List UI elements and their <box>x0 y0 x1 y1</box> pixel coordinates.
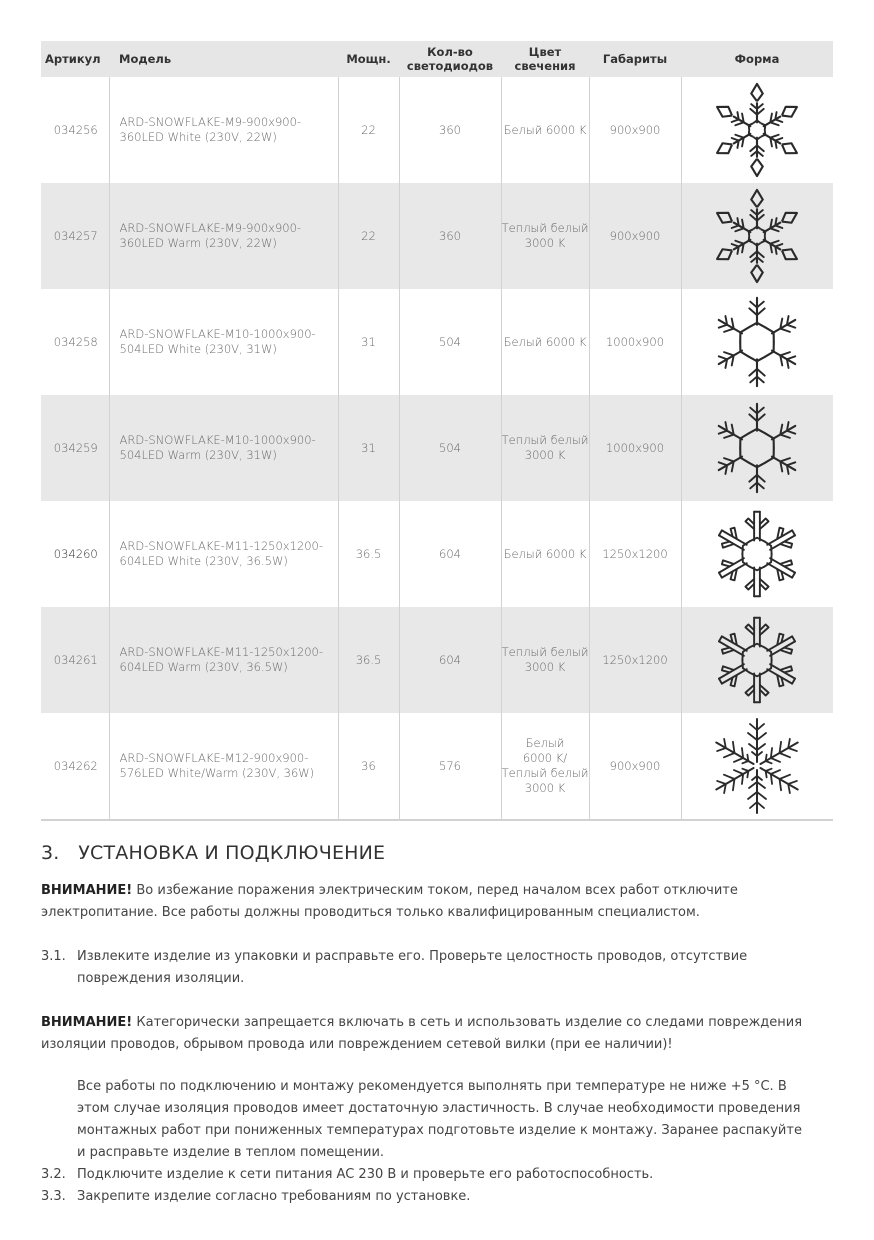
cell-size: 900x900 <box>589 713 681 820</box>
table-row <box>41 713 833 820</box>
table-header-row <box>41 41 833 77</box>
step-3-2-text: Подключите изделие к сети питания AC 230 В и проверьте его работоспособность. <box>77 1167 654 1182</box>
snowflake-m9-icon <box>709 82 805 178</box>
snowflake-m9-icon <box>709 188 805 284</box>
cell-article: 034259 <box>41 395 109 501</box>
cell-color: Теплый белый 3000 K <box>501 395 589 501</box>
step-3-1-text: Извлеките изделие из упаковки и расправьте его. Проверьте целостность проводов, отсутствие повреждения изоляции. <box>77 949 748 986</box>
cell-article: 034260 <box>53 546 98 561</box>
cell-power: 31 <box>338 395 399 501</box>
table-row <box>41 77 833 183</box>
cell-shape <box>681 713 833 820</box>
header-led-count: Кол-во светодиодов <box>399 41 501 77</box>
cell-article: 034262 <box>41 713 109 820</box>
cell-color: Белый 6000 K <box>501 77 589 183</box>
cell-article: 034256 <box>53 122 98 137</box>
cell-shape <box>681 607 833 713</box>
cell-shape <box>681 77 833 183</box>
snowflake-m12-icon <box>707 716 807 816</box>
header-article: Артикул <box>41 41 109 77</box>
cell-power: 31 <box>338 289 399 395</box>
step-3-3-text: Закрепите изделие согласно требованиям по установке. <box>77 1189 471 1204</box>
cell-size: 900x900 <box>589 183 681 289</box>
cell-model: ARD-SNOWFLAKE-M9-900x900- 360LED White (230V, 22W) <box>109 77 338 183</box>
cell-color: Теплый белый 3000 K <box>501 183 589 289</box>
cell-article: 034261 <box>41 607 109 713</box>
snowflake-m11-icon <box>709 612 805 708</box>
cell-power: 22 <box>338 183 399 289</box>
temperature-note: Все работы по подключению и монтажу рекомендуется выполнять при температуре не ниже +5 °С. В этом случае изоляция проводов имеет достаточную эластичность. В случае необходимости проведения монтажных работ при пониженных температурах подготовьте изделие к монтажу. Заранее распакуйте и расправьте изделие в теплом помещении. <box>77 1079 802 1160</box>
step-number: 3.1. <box>41 949 66 964</box>
cell-article: 034257 <box>41 183 109 289</box>
warning-paragraph-2: ВНИМАНИЕ! Категорически запрещается включать в сеть и использовать изделие со следами повреждения изоляции проводов, обрывом провода или повреждением сетевой вилки (при ее наличии)! <box>41 1015 803 1052</box>
cell-model: ARD-SNOWFLAKE-M9-900x900- 360LED Warm (230V, 22W) <box>109 183 338 289</box>
table-row <box>41 607 833 713</box>
cell-color: Теплый белый 3000 K <box>501 607 589 713</box>
cell-shape <box>681 501 833 607</box>
header-color: Цвет свечения <box>501 41 589 77</box>
table-row <box>41 395 833 501</box>
snowflake-m10-icon <box>709 294 805 390</box>
step-number: 3.2. <box>41 1167 66 1182</box>
step-number: 3.3. <box>41 1189 66 1204</box>
cell-size: 1000x900 <box>589 395 681 501</box>
cell-power: 22 <box>338 77 399 183</box>
warning-paragraph-1: ВНИМАНИЕ! Во избежание поражения электрическим током, перед началом всех работ отключите электропитание. Все работы должны проводиться только квалифицированным специалистом. <box>41 883 738 920</box>
cell-article: 034258 <box>53 334 98 349</box>
table-row <box>41 183 833 289</box>
cell-size: 1250x1200 <box>589 607 681 713</box>
cell-model: ARD-SNOWFLAKE-M11-1250x1200- 604LED Warm (230V, 36.5W) <box>109 607 338 713</box>
cell-leds: 360 <box>399 183 501 289</box>
cell-color: Белый 6000 K <box>501 501 589 607</box>
cell-shape <box>681 183 833 289</box>
cell-color: Белый 6000 K/ Теплый белый 3000 K <box>501 713 589 820</box>
cell-leds: 504 <box>399 289 501 395</box>
header-size: Габариты <box>589 41 681 77</box>
cell-power: 36.5 <box>338 607 399 713</box>
cell-color: Белый 6000 K <box>501 289 589 395</box>
cell-model: ARD-SNOWFLAKE-M10-1000x900- 504LED Warm (230V, 31W) <box>109 395 338 501</box>
snowflake-m10-icon <box>709 400 805 496</box>
cell-power: 36 <box>338 713 399 820</box>
cell-model: ARD-SNOWFLAKE-M12-900x900- 576LED White/Warm (230V, 36W) <box>109 713 338 820</box>
snowflake-m11-icon <box>709 506 805 602</box>
cell-leds: 604 <box>399 607 501 713</box>
table-row <box>41 289 833 395</box>
cell-leds: 360 <box>399 77 501 183</box>
cell-power: 36.5 <box>338 501 399 607</box>
cell-model: ARD-SNOWFLAKE-M10-1000x900- 504LED White (230V, 31W) <box>109 289 338 395</box>
cell-shape <box>681 289 833 395</box>
table-row <box>41 501 833 607</box>
header-shape: Форма <box>681 41 833 77</box>
cell-shape <box>681 395 833 501</box>
cell-leds: 504 <box>399 395 501 501</box>
warning-label: ВНИМАНИЕ! <box>41 1015 133 1030</box>
cell-model: ARD-SNOWFLAKE-M11-1250x1200- 604LED White (230V, 36.5W) <box>109 501 338 607</box>
cell-size: 900x900 <box>589 77 681 183</box>
header-model: Модель <box>109 41 338 77</box>
cell-size: 1250x1200 <box>589 501 681 607</box>
cell-size: 1000x900 <box>589 289 681 395</box>
cell-leds: 576 <box>399 713 501 820</box>
header-power: Мощн. <box>338 41 399 77</box>
product-table <box>41 41 833 821</box>
cell-leds: 604 <box>399 501 501 607</box>
section-title: 3. УСТАНОВКА И ПОДКЛЮЧЕНИЕ <box>41 842 386 864</box>
warning-label: ВНИМАНИЕ! <box>41 883 133 898</box>
